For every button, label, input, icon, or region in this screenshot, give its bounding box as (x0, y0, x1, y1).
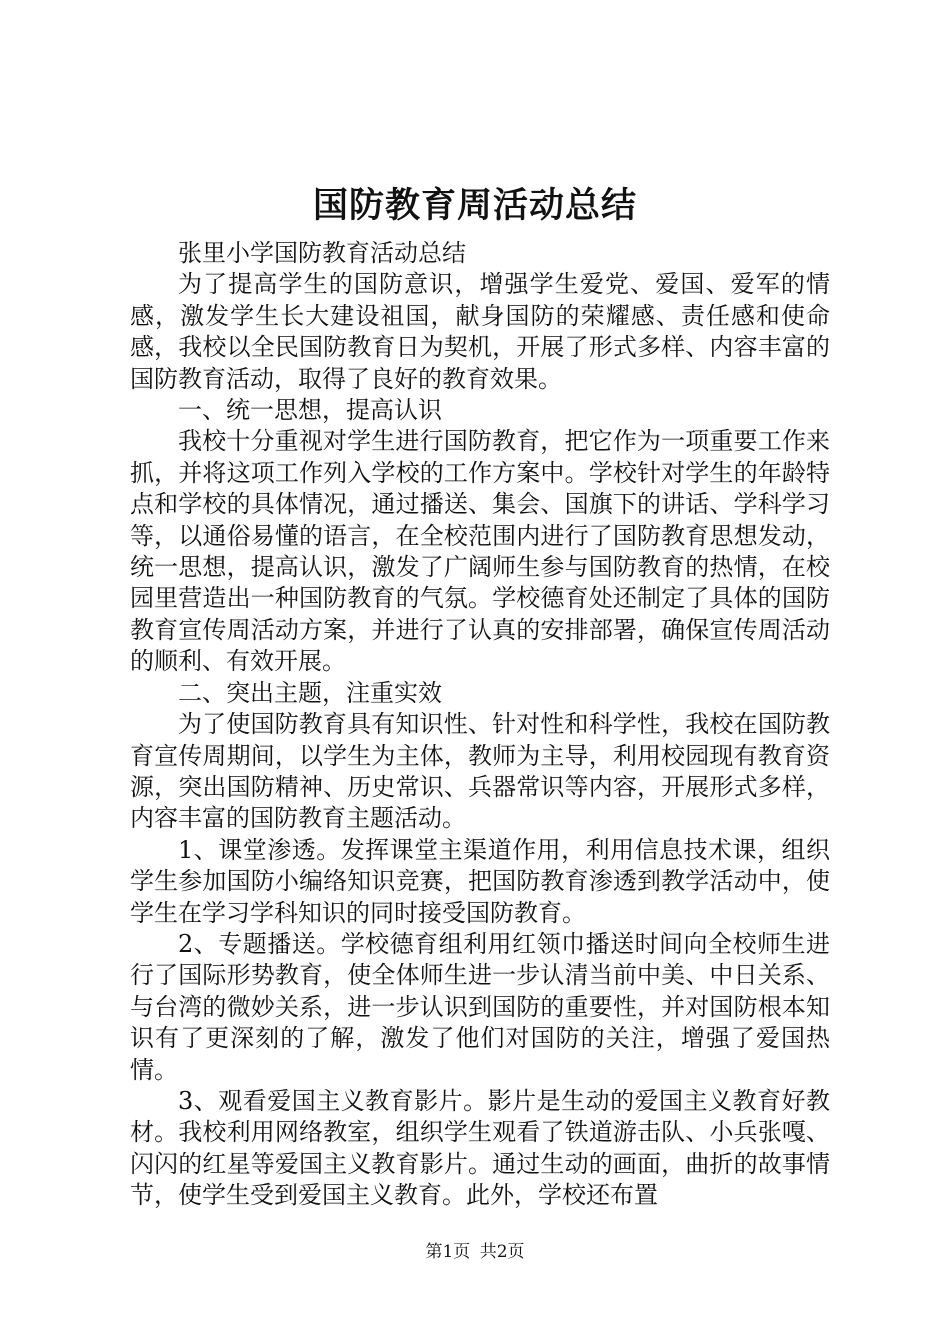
section-heading-1: 一、统一思想，提高认识 (178, 396, 442, 425)
document-body (130, 238, 830, 1212)
paragraph-intro: 为了提高学生的国防意识，增强学生爱党、爱国、爱军的情感，激发学生长大建设祖国，献身国防的荣耀感、责任感和使命感，我校以全民国防教育日为契机，开展了形式多样、内容丰富的国防教育活动，取得了良好的教育效果。 (130, 270, 830, 393)
document-title: 国防教育周活动总结 (312, 185, 637, 226)
paragraph-section-2: 为了使国防教育具有知识性、针对性和科学性，我校在国防教育宣传周期间，以学生为主体，教师为主导，利用校园现有教育资源，突出国防精神、历史常识、兵器常识等内容，开展形式多样，内容丰富的国防教育主题活动。 (130, 710, 830, 833)
page-number: 第1页 (425, 1242, 471, 1262)
page-total: 共2页 (479, 1242, 525, 1262)
paragraph-item-2: 2、专题播送。学校德育组利用红领巾播送时间向全校师生进行了国际形势教育，使全体师生进一步认清当前中美、中日关系、与台湾的微妙关系，进一步认识到国防的重要性，并对国防根本知识有了更深刻的了解，激发了他们对国防的关注，增强了爱国热情。 (130, 929, 830, 1084)
paragraph-subtitle: 张里小学国防教育活动总结 (178, 239, 466, 267)
page-footer (0, 1240, 950, 1264)
paragraph-item-1: 1、课堂渗透。发挥课堂主渠道作用，利用信息技术课，组织学生参加国防小编络知识竞赛，把国防教育渗透到教学活动中，使学生在学习学科知识的同时接受国防教育。 (130, 835, 830, 927)
paragraph-section-1: 我校十分重视对学生进行国防教育，把它作为一项重要工作来抓，并将这项工作列入学校的工作方案中。学校针对学生的年龄特点和学校的具体情况，通过播送、集会、国旗下的讲话、学科学习等，以通俗易懂的语言，在全校范围内进行了国防教育思想发动，统一思想，提高认识，激发了广阔师生参与国防教育的热情，在校园里营造出一种国防教育的气氛。学校德育处还制定了具体的国防教育宣传周活动方案，并进行了认真的安排部署，确保宣传周活动的顺利、有效开展。 (130, 427, 830, 676)
paragraph-item-3: 3、观看爱国主义教育影片。影片是生动的爱国主义教育好教材。我校利用网络教室，组织学生观看了铁道游击队、小兵张嘎、闪闪的红星等爱国主义教育影片。通过生动的画面，曲折的故事情节，使学生受到爱国主义教育。此外，学校还布置 (130, 1086, 830, 1210)
section-heading-2: 二、突出主题，注重实效 (178, 678, 442, 707)
